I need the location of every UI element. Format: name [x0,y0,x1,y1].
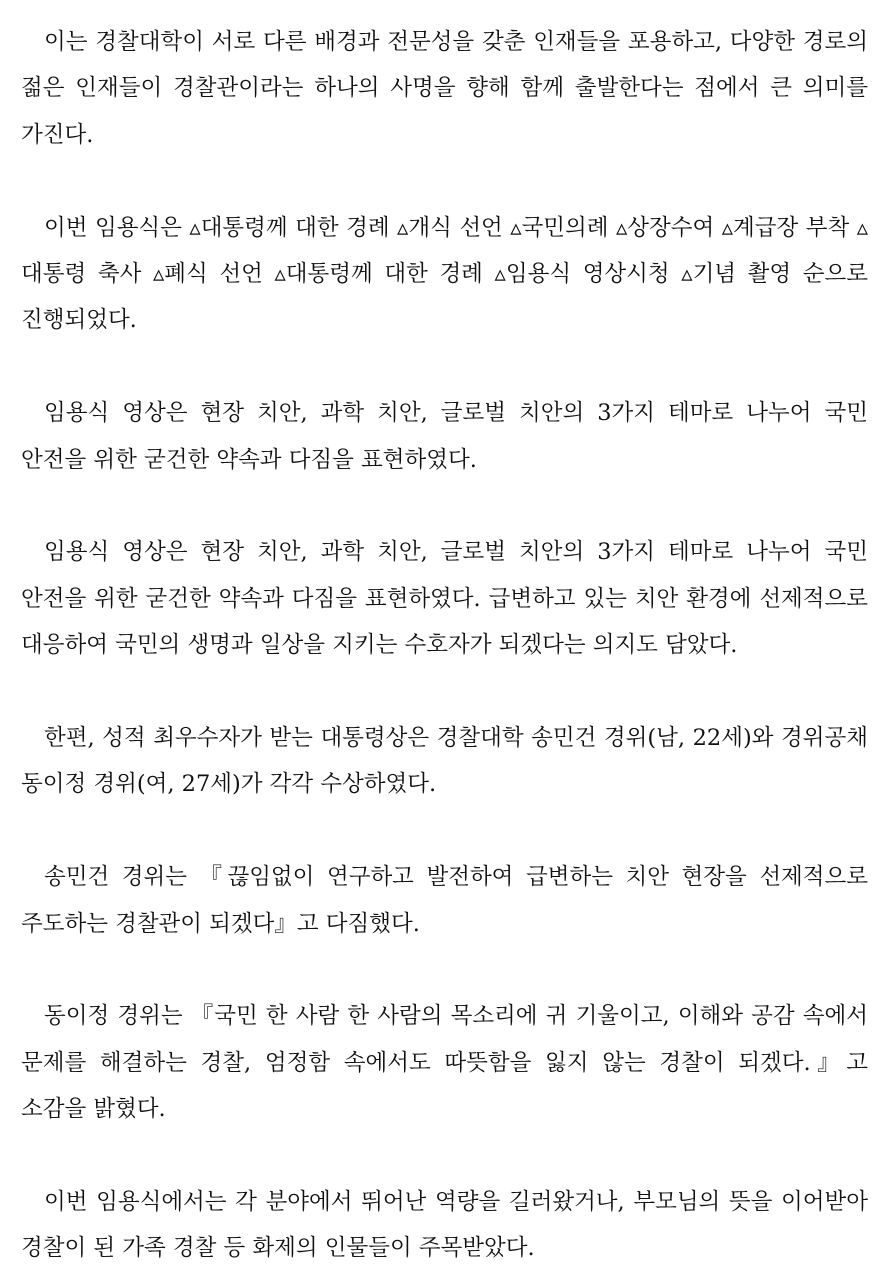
paragraph-6: 송민건 경위는 『끊임없이 연구하고 발전하여 급변하는 치안 현장을 선제적으로 주도하는 경찰관이 되겠다』고 다짐했다. [21,864,868,937]
paragraph-spacer [21,158,868,204]
paragraph-spacer [21,1133,868,1179]
paragraph-spacer [21,947,868,993]
paragraph-spacer [21,808,868,854]
paragraph-8: 이번 임용식에서는 각 분야에서 뛰어난 역량을 길러왔거나, 부모님의 뜻을 이어받아 경찰이 된 가족 경찰 등 화제의 인물들이 주목받았다. [21,1189,868,1262]
paragraph-7: 동이정 경위는 『국민 한 사람 한 사람의 목소리에 귀 기울이고, 이해와 공감 속에서 문제를 해결하는 경찰, 엄정함 속에서도 따뜻함을 잃지 않는 경찰이 되겠다.』고 소감을 밝혔다. [21,1003,868,1123]
paragraph-spacer [21,344,868,390]
paragraph-spacer [21,669,868,715]
paragraph-5: 한편, 성적 최우수자가 받는 대통령상은 경찰대학 송민건 경위(남, 22세)와 경위공채 동이정 경위(여, 27세)가 각각 수상하였다. [21,725,868,798]
paragraph-3: 임용식 영상은 현장 치안, 과학 치안, 글로벌 치안의 3가지 테마로 나누어 국민 안전을 위한 굳건한 약속과 다짐을 표현하였다. [21,400,868,473]
paragraph-spacer [21,483,868,529]
paragraph-4: 임용식 영상은 현장 치안, 과학 치안, 글로벌 치안의 3가지 테마로 나누어 국민 안전을 위한 굳건한 약속과 다짐을 표현하였다. 급변하고 있는 치안 환경에 선제적으로 대응하여 국민의 생명과 일상을 지키는 수호자가 되겠다는 의지도 담았다. [21,539,868,659]
paragraph-1: 이는 경찰대학이 서로 다른 배경과 전문성을 갖춘 인재들을 포용하고, 다양한 경로의 젊은 인재들이 경찰관이라는 하나의 사명을 향해 함께 출발한다는 점에서 큰 의미를 가진다. [21,29,868,148]
paragraph-2: 이번 임용식은 ▵대통령께 대한 경례 ▵개식 선언 ▵국민의례 ▵상장수여 ▵계급장 부착 ▵대통령 축사 ▵폐식 선언 ▵대통령께 대한 경례 ▵임용식 영상시청 ▵기념 촬영 순으로 진행되었다. [21,214,868,334]
